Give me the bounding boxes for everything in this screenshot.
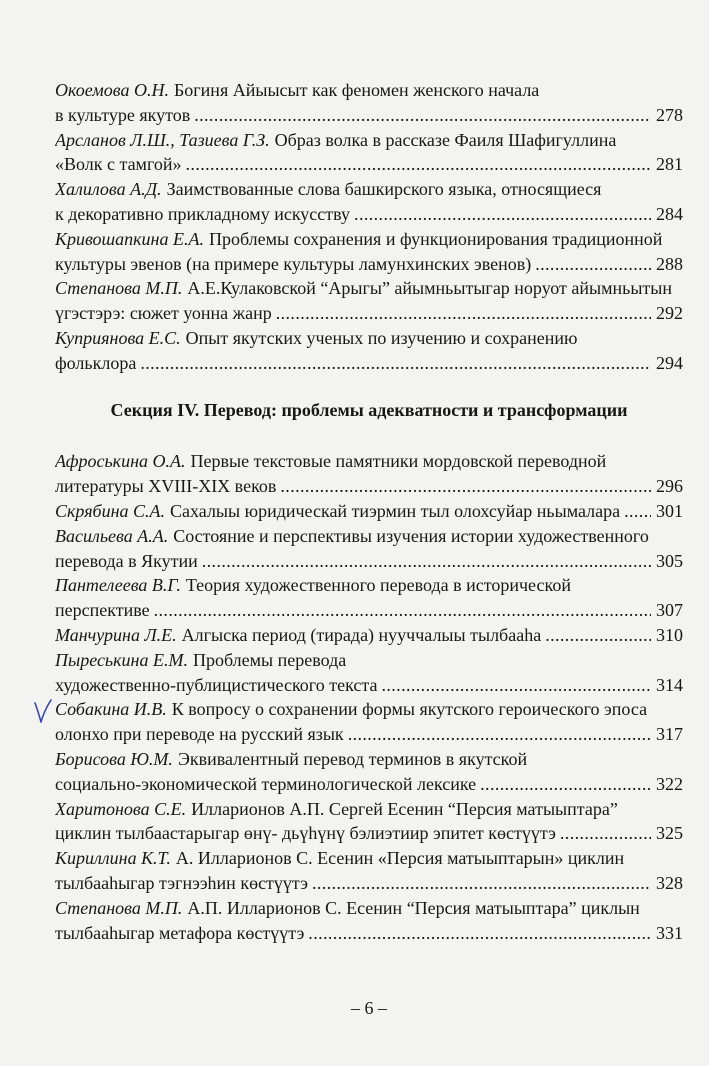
entry-title: К вопросу о сохранении формы якутского героического эпоса [171, 699, 648, 720]
entry-line-2 [55, 202, 683, 227]
entry-author: Васильева А.А. [55, 525, 169, 546]
entry-line-1 [55, 326, 683, 351]
entry-title-continued: перспективе [55, 600, 150, 621]
entry-line-1 [55, 177, 683, 202]
entry-title-continued: художественно-публицистического текста [55, 674, 378, 695]
toc-entry [55, 697, 683, 747]
entry-page-number: 331 [656, 922, 683, 943]
entry-title-continued: үгэстэрэ: сюжет уонна жанр [55, 303, 272, 324]
entry-author: Степанова М.П. [55, 897, 183, 918]
entry-author: Степанова М.П. [55, 278, 183, 299]
entry-page-number: 288 [656, 253, 683, 274]
entry-line-1 [55, 128, 683, 153]
entry-line-1 [55, 623, 683, 648]
entry-page-number: 301 [656, 500, 683, 521]
dot-leader [535, 252, 651, 277]
entry-page-number: 305 [656, 550, 683, 571]
dot-leader [624, 499, 651, 524]
entry-title: Алгыска период (тирада) нууччалыы тылбааһа [181, 624, 542, 645]
entry-title-continued: к декоративно прикладному искусству [55, 203, 351, 224]
entry-title-continued: литературы XVIII-XIX веков [55, 476, 277, 497]
entry-line-2 [55, 103, 683, 128]
entry-title-continued: культуры эвенов (на примере культуры ламунхинских эвенов) [55, 253, 532, 274]
entry-author: Борисова Ю.М. [55, 748, 173, 769]
entry-title-continued: олонхо при переводе на русский язык [55, 724, 344, 745]
entry-page-number: 310 [656, 624, 683, 645]
entry-line-2 [55, 673, 683, 698]
entry-page-number: 314 [656, 674, 683, 695]
entry-line-2 [55, 252, 683, 277]
dot-leader [186, 152, 651, 177]
entry-line-1 [55, 697, 683, 722]
entry-title-continued: тылбааһыгар метафора көстүүтэ [55, 922, 305, 943]
entry-title-continued: циклин тылбаастарыгар өнү- дьүһүнү бэлиэтиир эпитет көстүүтэ [55, 823, 556, 844]
entry-line-1 [55, 648, 683, 673]
entry-author: Пыреськина Е.М. [55, 649, 188, 670]
entry-line-1 [55, 499, 683, 524]
dot-leader [545, 623, 651, 648]
entry-title: Эквивалентный перевод терминов в якутской [177, 748, 528, 769]
toc-entry [55, 747, 683, 797]
dot-leader [312, 871, 651, 896]
toc-entry [55, 499, 683, 524]
entry-title-continued: «Волк с тамгой» [55, 154, 182, 175]
dot-leader [280, 474, 651, 499]
entry-title-continued: в культуре якутов [55, 104, 191, 125]
entry-title: Богиня Айыысыт как феномен женского начала [173, 80, 540, 100]
dot-leader [354, 202, 651, 227]
entry-page-number: 317 [656, 724, 683, 745]
dot-leader [480, 772, 651, 797]
entry-line-2 [55, 351, 683, 376]
entry-author: Кириллина К.Т. [55, 848, 171, 869]
entry-line-2 [55, 871, 683, 896]
entry-line-1 [55, 276, 683, 301]
entry-page-number: 281 [656, 154, 683, 175]
entry-line-2 [55, 301, 683, 326]
entry-page-number: 307 [656, 600, 683, 621]
dot-leader [202, 549, 651, 574]
entry-line-2 [55, 598, 683, 623]
entry-title: Образ волка в рассказе Фаиля Шафигуллина [274, 129, 617, 150]
toc-entry [55, 326, 683, 376]
table-of-contents [55, 78, 683, 945]
entry-title-continued: фольклора [55, 352, 137, 373]
entry-author: Кривошапкина Е.А. [55, 228, 204, 249]
entry-title: Проблемы сохранения и функционирования традиционной [208, 228, 663, 249]
entry-author: Скрябина С.А. [55, 500, 166, 521]
entry-page-number: 322 [656, 773, 683, 794]
entry-page-number: 278 [656, 104, 683, 125]
entry-line-1 [55, 846, 683, 871]
entry-title: Опыт якутских ученых по изучению и сохранению [185, 327, 578, 348]
dot-leader [348, 722, 651, 747]
entry-line-2 [55, 474, 683, 499]
entry-line-2 [55, 921, 683, 946]
entry-title: Илларионов А.П. Сергей Есенин “Персия матыыптара” [191, 798, 618, 819]
entry-line-1 [55, 747, 683, 772]
entry-title-continued: социально-экономической терминологической лексике [55, 773, 477, 794]
entry-page-number: 296 [656, 476, 683, 497]
entry-line-1 [55, 78, 683, 103]
entry-title: А.П. Илларионов С. Есенин “Персия матыыптара” циклын [187, 897, 640, 918]
entry-author: Халилова А.Д. [55, 179, 162, 200]
entry-title: Проблемы перевода [192, 649, 347, 670]
entry-line-2 [55, 772, 683, 797]
toc-entry [55, 78, 683, 128]
entry-line-2 [55, 821, 683, 846]
entry-page-number: 284 [656, 203, 683, 224]
toc-entry [55, 623, 683, 648]
handwritten-check-mark-icon [30, 697, 56, 727]
entry-line-1 [55, 797, 683, 822]
entry-line-1 [55, 449, 683, 474]
page-number-footer: – 6 – [351, 998, 387, 1018]
dot-leader [154, 598, 651, 623]
entry-author: Окоемова О.Н. [55, 80, 169, 100]
entry-line-1 [55, 573, 683, 598]
dot-leader [381, 673, 651, 698]
toc-entry [55, 896, 683, 946]
entry-title: Состояние и перспективы изучения истории художественного [173, 525, 649, 546]
entry-line-2 [55, 722, 683, 747]
toc-entry [55, 573, 683, 623]
entry-line-2 [55, 152, 683, 177]
dot-leader [308, 921, 651, 946]
toc-entry [55, 797, 683, 847]
toc-entry [55, 177, 683, 227]
toc-entry [55, 276, 683, 326]
entry-title: Теория художественного перевода в исторической [185, 575, 571, 596]
dot-leader [140, 351, 651, 376]
entry-line-1 [55, 227, 683, 252]
section-heading: Секция IV. Перевод: проблемы адекватности и трансформации [110, 399, 628, 420]
entry-author: Афроськина О.А. [55, 451, 186, 472]
entry-page-number: 328 [656, 872, 683, 893]
entry-line-1 [55, 524, 683, 549]
toc-entry [55, 449, 683, 499]
entry-title: Заимствованные слова башкирского языка, относящиеся [166, 179, 602, 200]
entry-author: Арсланов Л.Ш., Тазиева Г.З. [55, 129, 270, 150]
entry-author: Манчурина Л.Е. [55, 624, 177, 645]
entry-author: Собакина И.В. [55, 699, 167, 720]
dot-leader [560, 821, 651, 846]
entry-title-continued: тылбааһыгар тэгнээһин көстүүтэ [55, 872, 308, 893]
entry-page-number: 292 [656, 303, 683, 324]
dot-leader [194, 103, 651, 128]
dot-leader [276, 301, 651, 326]
entry-title: Сахалыы юридическай тиэрмин тыл олохсуйар ньымалара [170, 500, 621, 521]
toc-entry [55, 128, 683, 178]
entry-page-number: 325 [656, 823, 683, 844]
entry-line-2 [55, 549, 683, 574]
entry-title: Первые текстовые памятники мордовской переводной [190, 451, 607, 472]
toc-entry [55, 227, 683, 277]
entry-author: Куприянова Е.С. [55, 327, 181, 348]
entry-author: Пантелеева В.Г. [55, 575, 181, 596]
entry-title-continued: перевода в Якутии [55, 550, 198, 571]
toc-entry [55, 524, 683, 574]
entry-page-number: 294 [656, 352, 683, 373]
toc-entry [55, 648, 683, 698]
entry-title: А.Е.Кулаковской “Арыгы” айымньытыгар норуот айымньытын [187, 278, 673, 299]
entry-line-1 [55, 896, 683, 921]
toc-entry [55, 846, 683, 896]
entry-title: А. Илларионов С. Есенин «Персия матыыптарын» циклин [175, 848, 625, 869]
entry-author: Харитонова С.Е. [55, 798, 187, 819]
